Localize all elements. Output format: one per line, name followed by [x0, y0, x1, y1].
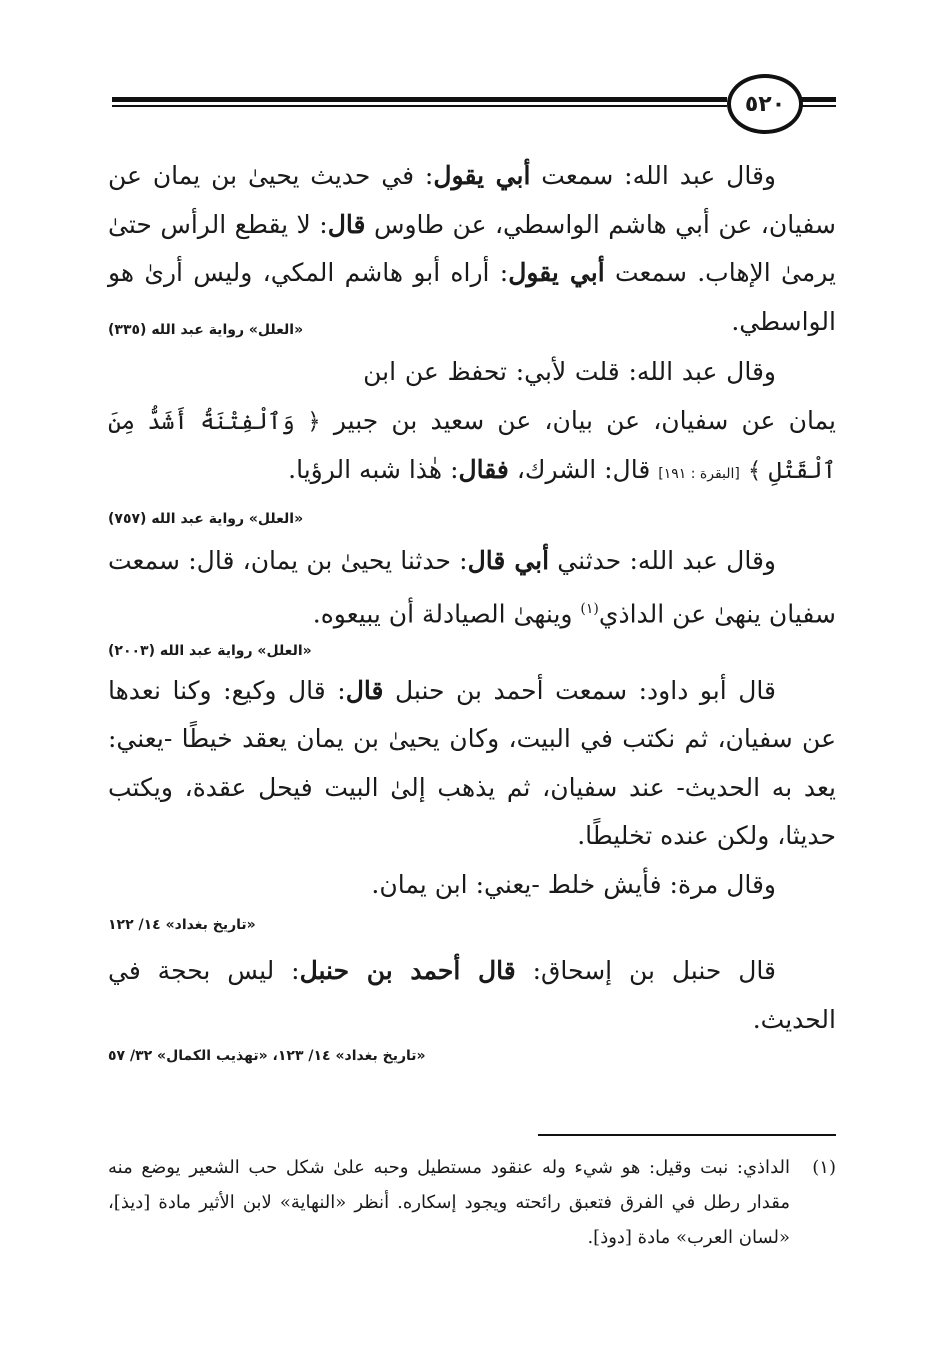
main-text [108, 152, 836, 1064]
paragraph-4b: وقال مرة: فأيش خلط -يعني: ابن يمان. [371, 869, 776, 899]
paragraph-1: وقال عبد الله: سمعت أبي يقول: في حديث يحيىٰ بن يمان عن سفيان، عن أبي هاشم الواسطي، عن طاوس قال: لا يقطع الرأس حتىٰ يرمىٰ الإهاب. سمعت أبي يقول: أراه أبو هاشم المكي، وليس أرىٰ هو الواسطي. «العلل» رواية عبد الله (٣٣٥) [108, 152, 836, 346]
header-rule-right [802, 97, 836, 107]
page-header [0, 0, 936, 160]
header-rule-left [112, 97, 727, 107]
footnote [108, 1150, 836, 1255]
page-number: ٥٢٠ [744, 91, 786, 117]
source-citation: «العلل» رواية عبد الله (٧٥٧) [108, 510, 304, 527]
source-citation: «تاريخ بغداد» ١٤/ ١٢٢ [108, 917, 256, 934]
paragraph-5: قال حنبل بن إسحاق: قال أحمد بن حنبل: ليس بحجة في الحديث. [108, 956, 836, 1034]
quran-verse: ﴿ وَٱلْفِتْنَةُ أَشَدُّ مِنَ ٱلْقَتْلِ ﴾ [108, 408, 836, 484]
page-number-badge [727, 74, 803, 134]
source-citation: «العلل» رواية عبد الله (٣٣٥) [108, 321, 304, 338]
footnote-marker[interactable]: (١) [580, 601, 599, 617]
source-citation: «العلل» رواية عبد الله (٢٠٠٣) [108, 642, 312, 659]
paragraph-2: وقال عبد الله: قلت لأبي: تحفظ عن ابن يمان عن سفيان، عن بيان، عن سعيد بن جبير ﴿ وَٱلْفِتْنَةُ أَشَدُّ مِنَ ٱلْقَتْلِ ﴾ [البقرة : ١٩١] قال: الشرك، فقال: هٰذا شبه الرؤيا. [108, 357, 836, 484]
paragraph-3: وقال عبد الله: حدثني أبي قال: حدثنا يحيىٰ بن يمان، قال: سمعت سفيان ينهىٰ عن الداذي$^{(١)}$ وينهىٰ الصيادلة أن يبيعوه. [108, 545, 836, 629]
footnote-divider [538, 1134, 836, 1136]
paragraph-4: قال أبو داود: سمعت أحمد بن حنبل قال: قال وكيع: وكنا نعدها عن سفيان، ثم نكتب في البيت، وكان يحيىٰ بن يمان يعقد خيطًا -يعني: يعد به الحديث- عند سفيان، ثم يذهب إلىٰ البيت فيحل عقدة، ويكتب حديثا، ولكن عنده تخليطًا. [108, 675, 836, 851]
verse-reference: [البقرة : ١٩١] [658, 466, 740, 482]
footnote-text: الداذي: نبت وقيل: هو شيء وله عنقود مستطيل وحبه علىٰ شكل حب الشعير يوضع منه مقدار رطل في الفرق فتعبق رائحته ويجود إسكاره. أنظر «النهاية» لابن الأثير مادة [ديذ]، «لسان العرب» مادة [دوذ]. [108, 1157, 790, 1248]
footnote-number: (١) [812, 1157, 836, 1178]
source-citation: «تاريخ بغداد» ١٤/ ١٢٣، «تهذيب الكمال» ٣٢/ ٥٧ [108, 1048, 426, 1065]
